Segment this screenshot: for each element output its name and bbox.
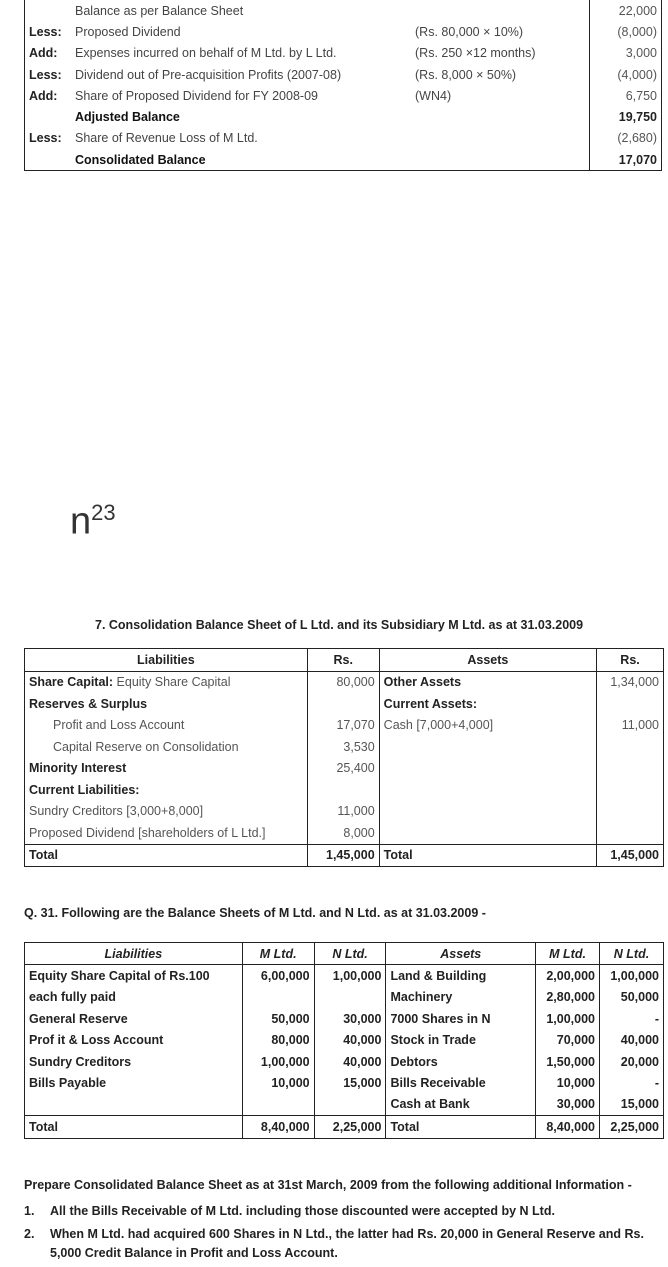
cell: 7000 Shares in N (386, 1008, 536, 1029)
table-row (25, 987, 664, 1008)
asset-label (379, 758, 596, 780)
table-row (25, 801, 664, 823)
cell: 10,000 (242, 1072, 314, 1093)
table-header (25, 649, 664, 672)
asset-label (379, 822, 596, 844)
row-label: Add: (25, 85, 72, 106)
consolidated-balance-sheet-table (24, 648, 664, 867)
cell: 2,80,000 (536, 987, 600, 1008)
total-cell: 8,40,000 (242, 1116, 314, 1138)
liability-bold-label: Share Capital: (29, 675, 114, 690)
cell: 30,000 (314, 1008, 386, 1029)
table-row (25, 21, 662, 42)
total-liabilities: 1,45,000 (307, 844, 379, 867)
liability-label: Sundry Creditors [3,000+8,000] (29, 804, 204, 819)
asset-value (597, 758, 664, 780)
table-row (25, 1051, 664, 1072)
header-cell: Liabilities (25, 649, 308, 672)
liability-cell (25, 736, 308, 758)
asset-label: Cash [7,000+4,000] (379, 715, 596, 737)
row-note: (WN4) (411, 85, 590, 106)
liability-cell (25, 693, 308, 715)
cell: Equity Share Capital of Rs.100 (25, 965, 243, 987)
row-note: (Rs. 8,000 × 50%) (411, 64, 590, 85)
cell: Bills Receivable (386, 1072, 536, 1093)
instructions-list (24, 1202, 664, 1267)
cell: 50,000 (600, 987, 664, 1008)
total-cell: 8,40,000 (536, 1116, 600, 1138)
cell: Machinery (386, 987, 536, 1008)
table-row (25, 693, 664, 715)
row-label (25, 149, 72, 171)
cell: 40,000 (600, 1030, 664, 1051)
total-cell: 2,25,000 (314, 1116, 386, 1138)
row-note: (Rs. 80,000 × 10%) (411, 21, 590, 42)
cell: 1,00,000 (600, 965, 664, 987)
asset-value (597, 779, 664, 801)
row-value: (8,000) (590, 21, 662, 42)
total-assets: 1,45,000 (597, 844, 664, 867)
table-row (25, 106, 662, 127)
table-row (25, 736, 664, 758)
asset-value (597, 693, 664, 715)
table-row (25, 149, 662, 171)
row-description: Share of Proposed Dividend for FY 2008-09 (75, 88, 318, 103)
header-cell: Assets (379, 649, 596, 672)
header-cell: N Ltd. (314, 943, 386, 965)
table-row (25, 779, 664, 801)
cell: 1,00,000 (314, 965, 386, 987)
row-value: 3,000 (590, 43, 662, 64)
cell: Bills Payable (25, 1072, 243, 1093)
cell: Cash at Bank (386, 1094, 536, 1116)
question-31-title: Q. 31. Following are the Balance Sheets of M Ltd. and N Ltd. as at 31.03.2009 - (24, 906, 486, 920)
row-note (411, 0, 590, 21)
row-description: Proposed Dividend (75, 24, 181, 39)
liability-value (307, 779, 379, 801)
cell: 15,000 (600, 1094, 664, 1116)
liability-label: Reserves & Surplus (29, 696, 148, 711)
table-row (25, 822, 664, 844)
asset-label: Other Assets (379, 671, 596, 693)
row-label (25, 0, 72, 21)
row-value: (2,680) (590, 128, 662, 149)
liability-cell (25, 822, 308, 844)
cell: - (600, 1008, 664, 1029)
table-row (25, 965, 664, 987)
liability-label: Capital Reserve on Consolidation (53, 739, 239, 754)
cell (242, 987, 314, 1008)
row-description: Adjusted Balance (75, 110, 180, 125)
liability-cell (25, 801, 308, 823)
liability-cell (25, 671, 308, 693)
row-value: 22,000 (590, 0, 662, 21)
row-description: Consolidated Balance (71, 149, 411, 171)
table-row (25, 128, 662, 149)
instructions-heading: Prepare Consolidated Balance Sheet as at 31st March, 2009 from the following additional Information - (24, 1178, 632, 1192)
row-note (411, 128, 590, 149)
cell: 20,000 (600, 1051, 664, 1072)
liability-value: 11,000 (307, 801, 379, 823)
m-n-balance-sheets-table (24, 942, 664, 1139)
row-note: (Rs. 250 ×12 months) (411, 43, 590, 64)
asset-value (597, 801, 664, 823)
row-value: 17,070 (590, 149, 662, 171)
cell: Sundry Creditors (25, 1051, 243, 1072)
cell: 50,000 (242, 1008, 314, 1029)
header-cell: Rs. (597, 649, 664, 672)
asset-value: 11,000 (597, 715, 664, 737)
liability-label: Current Liabilities: (29, 782, 140, 797)
total-row (25, 1116, 664, 1138)
cell: 40,000 (314, 1030, 386, 1051)
section-7-title: 7. Consolidation Balance Sheet of L Ltd. and its Subsidiary M Ltd. as at 31.03.2009 (95, 618, 584, 632)
row-value: 19,750 (590, 106, 662, 127)
table-row (25, 43, 662, 64)
liability-cell (25, 758, 308, 780)
cell (25, 1094, 243, 1116)
table-row (25, 0, 662, 21)
page-number: $n^{23}$ (70, 500, 116, 543)
asset-label (379, 801, 596, 823)
header-cell: N Ltd. (600, 943, 664, 965)
total-assets-label: Total (379, 844, 596, 867)
asset-value (597, 736, 664, 758)
row-label: Less: (25, 21, 72, 42)
liability-label: Minority Interest (29, 761, 127, 776)
row-label (25, 106, 72, 127)
cell: 2,00,000 (536, 965, 600, 987)
cell: each fully paid (25, 987, 243, 1008)
item-number: 2. (24, 1227, 35, 1241)
header-cell: M Ltd. (242, 943, 314, 965)
total-label: Total (25, 844, 308, 867)
consolidated-balance-table (24, 0, 662, 171)
cell: Prof it & Loss Account (25, 1030, 243, 1051)
cell: 30,000 (536, 1094, 600, 1116)
item-text: When M Ltd. had acquired 600 Shares in N Ltd., the latter had Rs. 20,000 in General Reserve and Rs. 5,000 Credit Balance in Profit and Loss Account. (50, 1227, 644, 1260)
item-number: 1. (24, 1204, 35, 1218)
cell: 10,000 (536, 1072, 600, 1093)
header-cell: Rs. (307, 649, 379, 672)
row-description: Expenses incurred on behalf of M Ltd. by L Ltd. (75, 46, 337, 61)
table-row (25, 758, 664, 780)
cell: 1,00,000 (536, 1008, 600, 1029)
cell: Land & Building (386, 965, 536, 987)
table-row (25, 1008, 664, 1029)
item-text: All the Bills Receivable of M Ltd. including those discounted were accepted by N Ltd. (50, 1204, 555, 1218)
liability-cell (25, 715, 308, 737)
row-note (411, 149, 590, 171)
header-cell: M Ltd. (536, 943, 600, 965)
row-description: Dividend out of Pre-acquisition Profits (2007-08) (75, 67, 342, 82)
asset-value (597, 822, 664, 844)
liability-value: 3,530 (307, 736, 379, 758)
row-description: Share of Revenue Loss of M Ltd. (75, 131, 258, 146)
table-row (25, 715, 664, 737)
table-row (25, 671, 664, 693)
cell: 40,000 (314, 1051, 386, 1072)
liability-label: Proposed Dividend [shareholders of L Ltd.] (29, 825, 266, 840)
liability-value: 8,000 (307, 822, 379, 844)
cell (314, 1094, 386, 1116)
liability-value (307, 693, 379, 715)
liability-text: Equity Share Capital (113, 675, 231, 690)
asset-label (379, 779, 596, 801)
liability-value: 17,070 (307, 715, 379, 737)
table-row (25, 1072, 664, 1093)
row-label: Less: (25, 64, 72, 85)
liability-label: Profit and Loss Account (53, 718, 185, 733)
cell: General Reserve (25, 1008, 243, 1029)
table-row (25, 64, 662, 85)
table-row (25, 85, 662, 106)
total-cell: 2,25,000 (600, 1116, 664, 1138)
cell: Stock in Trade (386, 1030, 536, 1051)
cell: - (600, 1072, 664, 1093)
asset-value: 1,34,000 (597, 671, 664, 693)
table-header (25, 943, 664, 965)
cell: Debtors (386, 1051, 536, 1072)
cell: 70,000 (536, 1030, 600, 1051)
cell (314, 987, 386, 1008)
cell: 6,00,000 (242, 965, 314, 987)
row-label: Less: (25, 128, 72, 149)
cell: 80,000 (242, 1030, 314, 1051)
table-row (25, 1094, 664, 1116)
cell (242, 1094, 314, 1116)
row-description: Balance as per Balance Sheet (75, 3, 244, 18)
row-value: 6,750 (590, 85, 662, 106)
row-value: (4,000) (590, 64, 662, 85)
header-cell: Assets (386, 943, 536, 965)
table-row (25, 1030, 664, 1051)
liability-value: 25,400 (307, 758, 379, 780)
header-cell: Liabilities (25, 943, 243, 965)
cell: 1,00,000 (242, 1051, 314, 1072)
total-cell: Total (25, 1116, 243, 1138)
total-cell: Total (386, 1116, 536, 1138)
total-row (25, 844, 664, 867)
cell: 1,50,000 (536, 1051, 600, 1072)
list-item (24, 1202, 664, 1221)
asset-label (379, 736, 596, 758)
list-item (24, 1225, 664, 1263)
liability-value: 80,000 (307, 671, 379, 693)
row-note (411, 106, 590, 127)
row-label: Add: (25, 43, 72, 64)
asset-label: Current Assets: (379, 693, 596, 715)
liability-cell (25, 779, 308, 801)
cell: 15,000 (314, 1072, 386, 1093)
